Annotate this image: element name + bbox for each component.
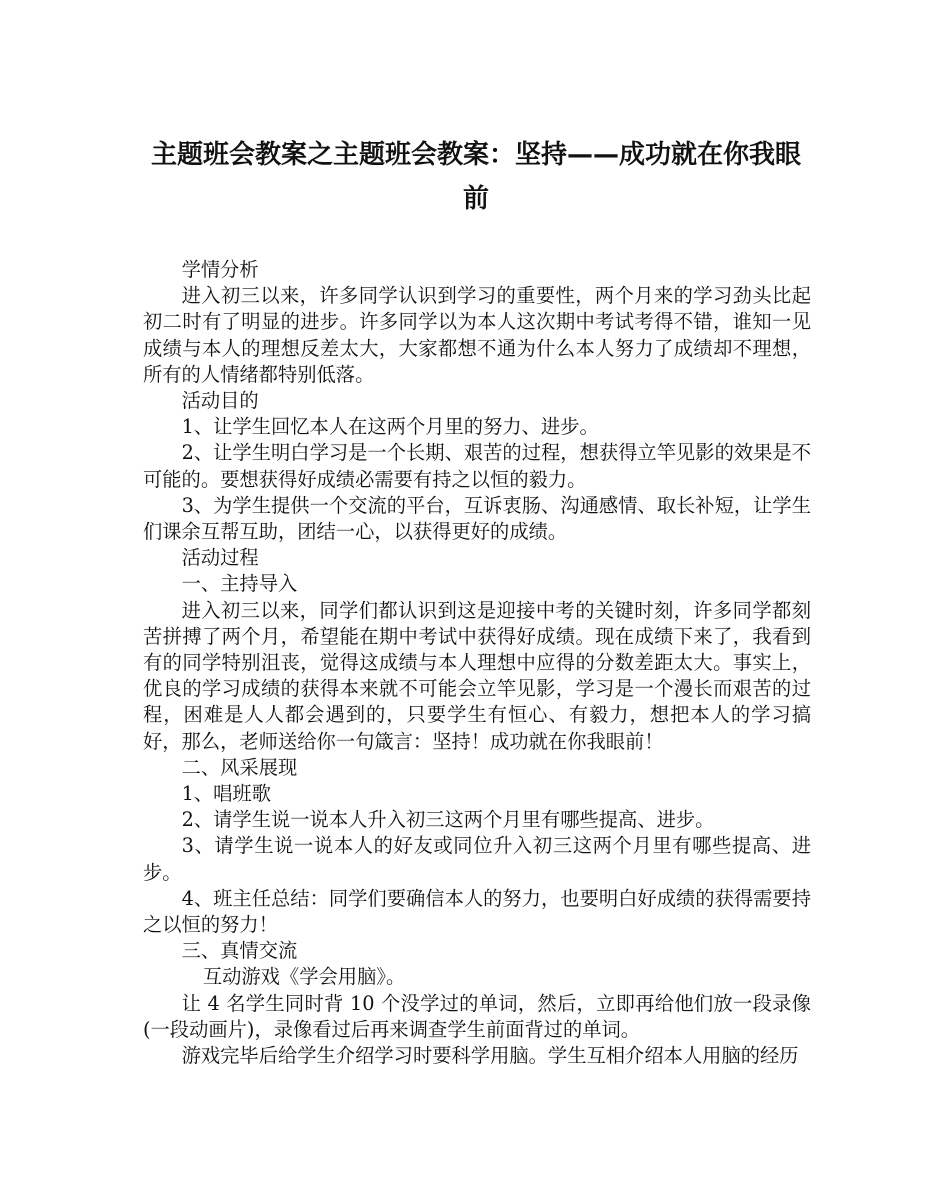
goal-item-3: 3、为学生提供一个交流的平台，互诉衷肠、沟通感情、取长补短，让学生们课余互帮互助，团结一心，以获得更好的成绩。 [143, 493, 811, 544]
showcase-item-3: 3、请学生说一说本人的好友或同位升入初三这两个月里有哪些提高、进步。 [143, 834, 811, 884]
heading-learning-analysis: 学情分析 [181, 258, 259, 281]
showcase-item-4: 4、班主任总结：同学们要确信本人的努力，也要明白好成绩的获得需要持之以恒的努力！ [143, 886, 811, 937]
showcase-item-1: 1、唱班歌 [181, 782, 271, 806]
goal-item-2: 2、让学生明白学习是一个长期、艰苦的过程，想获得立竿见影的效果是不可能的。要想获得好成绩必需要有持之以恒的毅力。 [143, 441, 811, 491]
heading-activity-goals: 活动目的 [181, 389, 259, 413]
game-title: 互动游戏《学会用脑》。 [202, 965, 406, 989]
paragraph-host-intro: 进入初三以来，同学们都认识到这是迎接中考的关键时刻，许多同学都刻苦拼搏了两个月，希望能在期中考试中获得好成绩。现在成绩下来了，我看到有的同学特别沮丧，觉得这成绩与本人理想中应得的分数差距太大。事实上，优良的学习成绩的获得本来就不可能会立竿见影，学习是一个漫长而艰苦的过程，困难是人人都会遇到的，只要学生有恒心、有毅力，想把本人的学习搞好，那么，老师送给你一句箴言：坚持！成功就在你我眼前！ [143, 598, 811, 753]
document-title: 主题班会教案之主题班会教案：坚持——成功就在你我眼前 [150, 140, 801, 214]
heading-activity-process: 活动过程 [181, 546, 259, 570]
section-heading-showcase: 二、风采展现 [181, 755, 298, 779]
document-body [143, 257, 811, 1069]
showcase-item-2: 2、请学生说一说本人升入初三这两个月里有哪些提高、进步。 [181, 808, 715, 832]
paragraph-learning-analysis: 进入初三以来，许多同学认识到学习的重要性，两个月来的学习劲头比起初二时有了明显的进步。许多同学以为本人这次期中考试考得不错，谁知一见成绩与本人的理想反差太大，大家都想不通为什么本人努力了成绩却不理想，所有的人情绪都特别低落。 [143, 284, 811, 386]
goal-item-1: 1、让学生回忆本人在这两个月里的努力、进步。 [181, 415, 599, 439]
section-heading-host-intro: 一、主持导入 [181, 572, 298, 596]
section-heading-exchange: 三、真情交流 [181, 939, 298, 963]
paragraph-game-rules: 让 4 名学生同时背 10 个没学过的单词，然后，立即再给他们放一段录像(一段动画片)，录像看过后再来调查学生前面背过的单词。 [143, 991, 811, 1041]
paragraph-game-summary: 游戏完毕后给学生介绍学习时要科学用脑。学生互相介绍本人用脑的经历 [181, 1044, 799, 1068]
